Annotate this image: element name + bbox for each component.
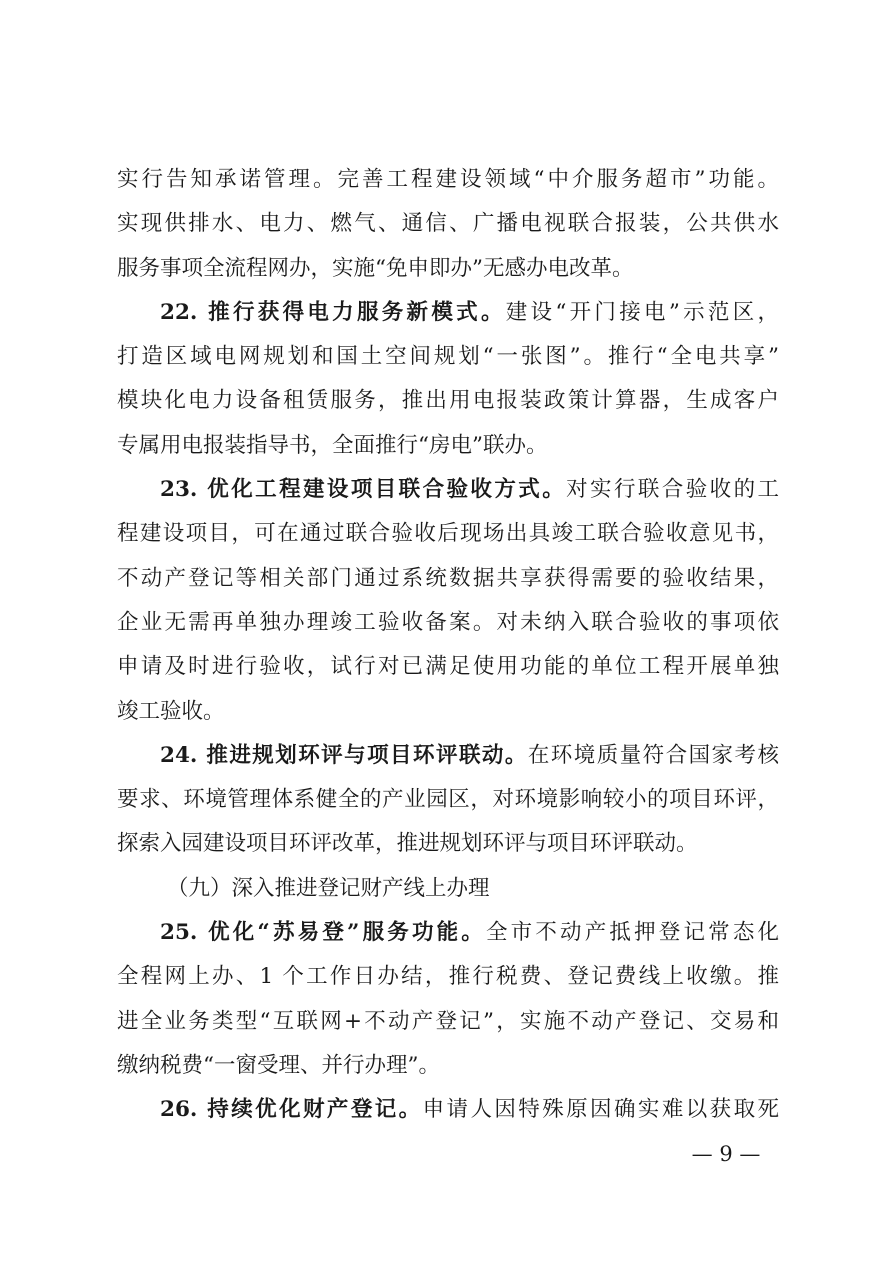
- item-25-text: 全市不动产抵押登记常态化: [486, 920, 779, 946]
- item-22-text: 建设“开门接电”示范区，: [505, 299, 779, 325]
- item-26-line-1: [117, 1088, 779, 1132]
- item-23-line-4: 企业无需再单独办理竣工验收备案。对未纳入联合验收的事项依: [117, 609, 779, 635]
- item-25-line-4: 缴纳税费“一窗受理、并行办理”。: [117, 1052, 440, 1078]
- item-23-text: 对实行联合验收的工: [566, 477, 779, 503]
- item-23-line-1: [117, 468, 779, 512]
- item-23-line-3: 不动产登记等相关部门通过系统数据共享获得需要的验收结果，: [117, 565, 779, 591]
- item-25-line-2: 全程网上办、1 个工作日办结，推行税费、登记费线上收缴。推: [117, 964, 779, 990]
- item-23-heading: 23. 优化工程建设项目联合验收方式。: [160, 477, 567, 503]
- item-23-line-6: 竣工验收。: [117, 698, 225, 724]
- item-23-line-5: 申请及时进行验收，试行对已满足使用功能的单位工程开展单独: [117, 654, 779, 680]
- item-24-heading: 24. 推进规划环评与项目环评联动。: [160, 742, 528, 768]
- text-line-3: 服务事项全流程网办，实施“免申即办”无感办电改革。: [117, 255, 634, 281]
- item-24-line-1: [117, 734, 779, 778]
- text-line-1: 实行告知承诺管理。完善工程建设领域“中介服务超市”功能。: [117, 167, 779, 192]
- item-25-line-3: 进全业务类型“互联网+不动产登记”，实施不动产登记、交易和: [117, 1008, 779, 1034]
- body-text: [117, 158, 779, 1133]
- item-22-line-1: [117, 291, 779, 335]
- item-25-heading: 25. 优化“苏易登”服务功能。: [160, 920, 486, 946]
- item-24-line-3: 探索入园建设项目环评改革，推进规划环评与项目环评联动。: [117, 831, 698, 857]
- item-23-line-2: 程建设项目，可在通过联合验收后现场出具竣工联合验收意见书，: [117, 521, 779, 547]
- item-22-heading: 22. 推行获得电力服务新模式。: [160, 299, 506, 325]
- item-24-text: 在环境质量符合国家考核: [527, 742, 779, 768]
- item-26-heading: 26. 持续优化财产登记。: [160, 1097, 423, 1123]
- item-24-line-2: 要求、环境管理体系健全的产业园区，对环境影响较小的项目环评，: [117, 787, 779, 813]
- item-25-line-1: [117, 911, 779, 955]
- item-22-line-3: 模块化电力设备租赁服务，推出用电报装政策计算器，生成客户: [117, 388, 779, 414]
- page-number: — 9 —: [691, 1142, 761, 1166]
- section-heading: （九）深入推进登记财产线上办理: [167, 875, 490, 901]
- item-26-text: 申请人因特殊原因确实难以获取死: [422, 1097, 779, 1123]
- item-22-line-4: 专属用电报装指导书，全面推行“房电”联办。: [117, 432, 548, 458]
- text-line-2: 实现供排水、电力、燃气、通信、广播电视联合报装，公共供水: [117, 211, 779, 237]
- item-22-line-2: 打造区域电网规划和国土空间规划“一张图”。推行“全电共享”: [117, 344, 779, 370]
